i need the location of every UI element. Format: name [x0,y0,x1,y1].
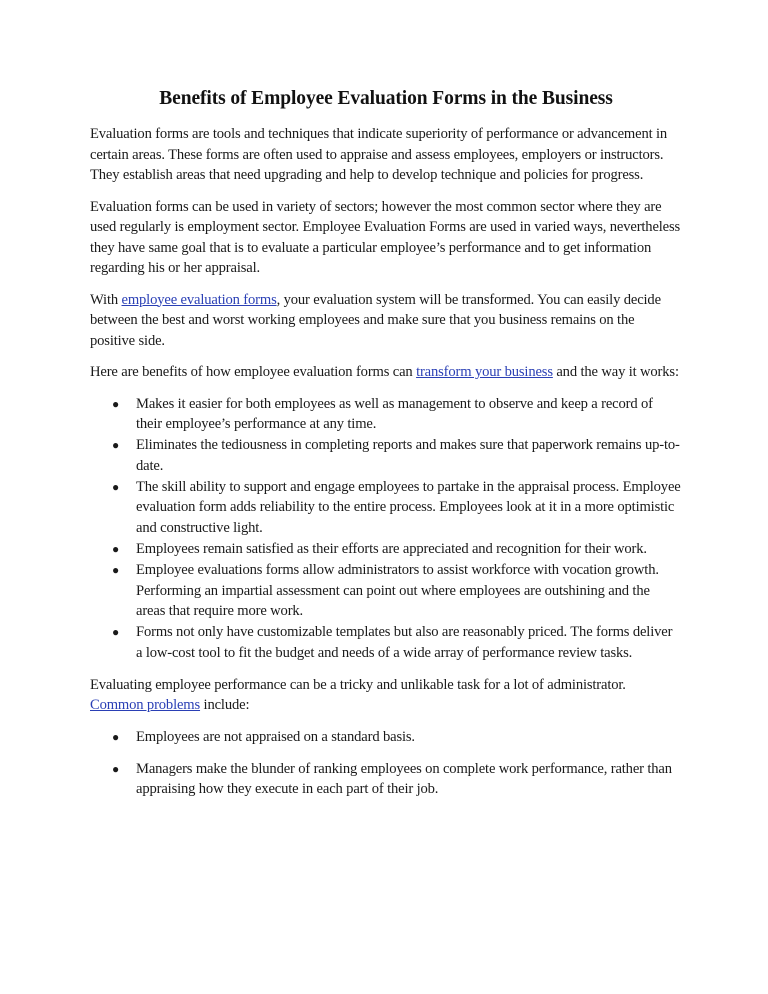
list-item-text: Makes it easier for both employees as well as management to observe and keep a record of their employee’s performance at any time. [136,395,653,433]
list-item [90,394,682,436]
bullet-icon: ● [112,438,120,453]
list-item-text: The skill ability to support and engage employees to partake in the appraisal process. Employee evaluation form adds reliability to the entire process. Employees look at it in a more optimistic and constructive light. [136,478,681,537]
bullet-icon: ● [112,625,120,640]
benefits-list [90,394,682,664]
bullet-icon: ● [112,729,120,744]
list-item [90,622,682,664]
list-item-text: Employees are not appraised on a standard basis. [136,728,415,745]
document-page [90,88,682,811]
employee-evaluation-forms-link[interactable]: employee evaluation forms [121,291,277,308]
list-item [90,539,682,560]
paragraph-sectors: Evaluation forms can be used in variety of sectors; however the most common sector where they are used regularly is employment sector. Employee Evaluation Forms are used in varied ways, nevertheless they have same goal that is to evaluate a particular employee’s performance and to get information regarding his or her appraisal. [90,198,681,276]
paragraph-problems-intro [90,675,682,716]
list-item [90,759,682,801]
text: include: [200,697,250,714]
list-item-text: Employee evaluations forms allow administrators to assist workforce with vocation growth. Performing an impartial assessment can point out where employees are outshining and the areas that require more work. [136,561,659,620]
text: , your evaluation system will be transformed. You can easily decide between the best and worst working employees and make sure that you business remains on the positive side. [90,291,661,349]
paragraph-benefits-intro [90,362,682,383]
bullet-icon: ● [112,396,120,411]
paragraph-transform [90,290,682,352]
list-item-text: Managers make the blunder of ranking employees on complete work performance, rather than appraising how they execute in each part of their job. [136,760,672,798]
bullet-icon: ● [112,479,120,494]
list-item-text: Eliminates the tediousness in completing reports and makes sure that paperwork remains up-to-date. [136,437,680,474]
text: With [90,291,122,308]
text: and the way it works: [552,364,679,380]
list-item [90,435,682,477]
problems-list [90,727,682,800]
list-item [90,477,682,539]
transform-your-business-link[interactable]: transform your business [416,364,553,380]
list-item [90,560,682,622]
list-item-text: Employees remain satisfied as their efforts are appreciated and recognition for their work. [136,541,647,558]
document-title: Benefits of Employee Evaluation Forms in the Business [159,88,613,109]
bullet-icon: ● [112,562,120,577]
list-item-text: Forms not only have customizable templates but also are reasonably priced. The forms deliver a low-cost tool to fit the budget and needs of a wide array of performance review tasks. [136,624,673,662]
bullet-icon: ● [112,542,120,557]
text: Evaluating employee performance can be a tricky and unlikable task for a lot of administrator. [90,676,626,693]
paragraph-intro: Evaluation forms are tools and techniques that indicate superiority of performance or advancement in certain areas. These forms are often used to appraise and assess employees, employers or instructors. They establish areas that need upgrading and help to develop technique and policies for progress. [90,126,668,183]
list-item [90,727,682,748]
common-problems-link[interactable]: Common problems [90,697,201,714]
bullet-icon: ● [112,761,120,776]
text: Here are benefits of how employee evaluation forms can [90,364,417,380]
